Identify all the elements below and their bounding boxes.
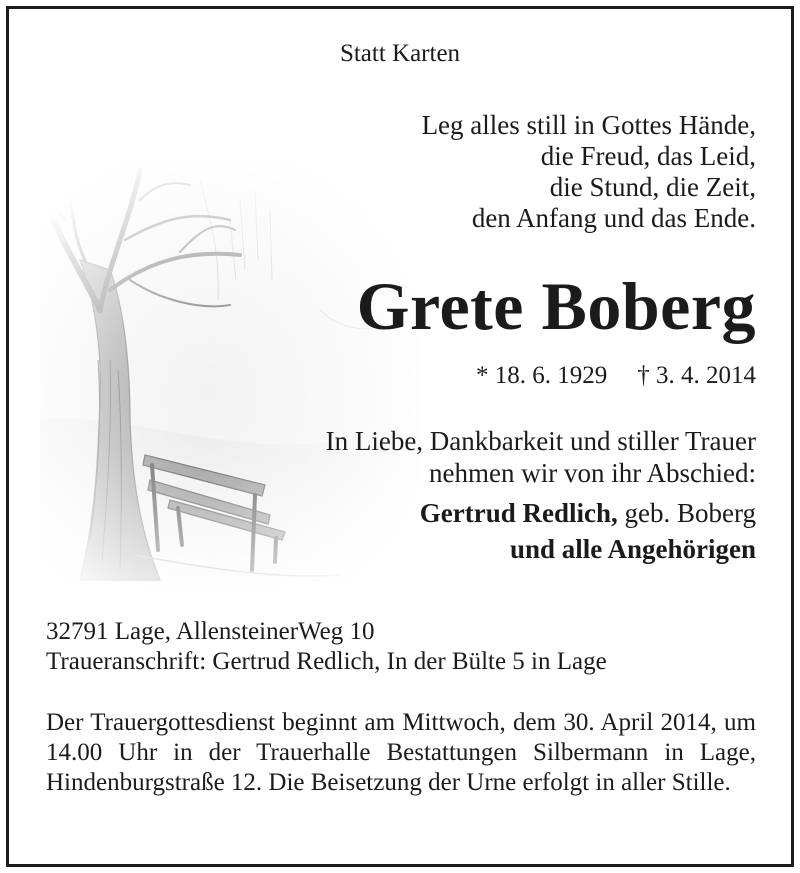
signer-name: Gertrud Redlich, xyxy=(419,498,618,528)
signer-maiden-name: geb. Boberg xyxy=(617,498,756,528)
address-line: 32791 Lage, AllensteinerWeg 10 xyxy=(46,618,375,645)
poem-line: die Stund, die Zeit, xyxy=(549,172,756,202)
poem-line: Leg alles still in Gottes Hände, xyxy=(421,110,756,140)
death-date: † 3. 4. 2014 xyxy=(637,362,756,389)
poem xyxy=(422,110,756,234)
family-line: und alle Angehörigen xyxy=(509,534,756,564)
mourning-line: nehmen wir von ihr Abschied: xyxy=(429,458,756,488)
deceased-name: Grete Boberg xyxy=(356,268,756,344)
life-dates xyxy=(476,363,756,388)
poem-line: die Freud, das Leid, xyxy=(540,141,756,171)
tree-bench-illustration xyxy=(40,160,420,585)
mourning-line: In Liebe, Dankbarkeit und stiller Trauer xyxy=(325,426,756,456)
signer xyxy=(420,500,756,527)
address-line: Traueranschrift: Gertrud Redlich, In der Bülte 5 in Lage xyxy=(46,648,607,675)
poem-line: den Anfang und das Ende. xyxy=(471,203,756,233)
mourning-text xyxy=(326,425,756,489)
birth-date: * 18. 6. 1929 xyxy=(476,362,608,389)
service-paragraph: Der Trauergottesdienst beginnt am Mittwoch, dem 30. April 2014, um 14.00 Uhr in der Trauerhalle Bestattungen Silbermann in Lage, Hindenburgstraße 12. Die Beisetzung der Urne erfolgt in aller Stille. xyxy=(46,709,756,796)
header-statt-karten: Statt Karten xyxy=(339,40,461,67)
address-block xyxy=(46,617,607,677)
